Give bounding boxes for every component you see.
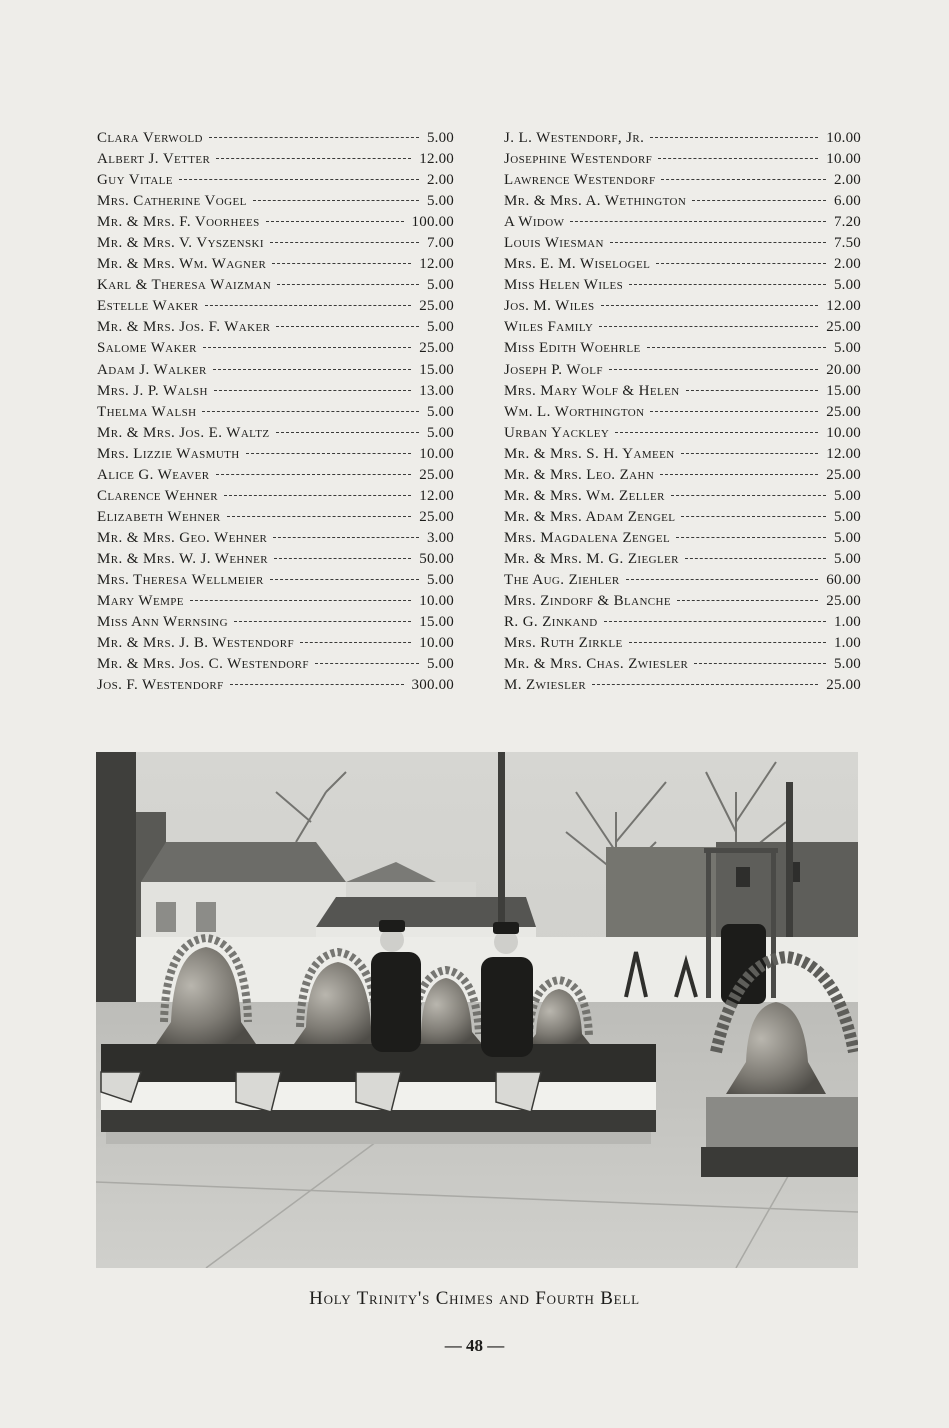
donor-row — [97, 486, 454, 507]
donor-row — [97, 254, 454, 275]
donor-row — [97, 528, 454, 549]
donor-row — [97, 360, 454, 381]
leader-dashes — [658, 158, 818, 159]
leader-dashes — [227, 516, 412, 517]
bells-photo — [96, 752, 858, 1268]
donor-name: Elizabeth Wehner — [97, 508, 221, 525]
donor-amount: 5.00 — [833, 340, 861, 357]
donor-name: Wiles Family — [504, 319, 594, 336]
leader-dashes — [677, 600, 818, 601]
donor-row — [504, 128, 861, 149]
donor-row — [97, 275, 454, 296]
donor-name: Karl & Theresa Waizman — [97, 277, 272, 294]
donor-name: Mr. & Mrs. Adam Zengel — [504, 508, 676, 525]
donor-name: J. L. Westendorf, Jr. — [504, 130, 645, 146]
donor-row — [97, 170, 454, 191]
leader-dashes — [315, 663, 419, 664]
donor-name: M. Zwiesler — [504, 677, 587, 694]
donor-amount: 5.00 — [833, 277, 861, 294]
donor-name: Mrs. Theresa Wellmeier — [97, 571, 264, 588]
donor-name: Alice G. Weaver — [97, 466, 210, 483]
leader-dashes — [570, 221, 826, 222]
donor-amount: 15.00 — [826, 382, 861, 399]
donor-name: Miss Ann Wernsing — [97, 614, 228, 631]
donor-amount: 12.00 — [419, 487, 454, 504]
leader-dashes — [604, 621, 826, 622]
donor-row — [97, 212, 454, 233]
donor-amount: 25.00 — [826, 466, 861, 483]
donor-row — [504, 570, 861, 591]
donor-row — [504, 423, 861, 444]
donor-amount: 10.00 — [419, 593, 454, 610]
donor-row — [97, 423, 454, 444]
donor-name: Wm. L. Worthington — [504, 403, 645, 420]
leader-dashes — [650, 137, 818, 138]
leader-dashes — [692, 200, 826, 201]
donor-name: Mr. & Mrs. M. G. Ziegler — [504, 550, 679, 567]
donor-name: Clarence Wehner — [97, 487, 219, 504]
donor-name: Mr. & Mrs. J. B. Westendorf — [97, 635, 294, 652]
leader-dashes — [213, 369, 412, 370]
donor-name: Mr. & Mrs. Jos. C. Westendorf — [97, 656, 309, 673]
donor-amount: 5.00 — [426, 130, 454, 146]
leader-dashes — [203, 347, 411, 348]
donor-amount: 20.00 — [826, 361, 861, 378]
leader-dashes — [300, 642, 411, 643]
donor-name: Guy Vitale — [97, 172, 173, 189]
donor-amount: 10.00 — [826, 130, 861, 146]
donor-amount: 15.00 — [419, 361, 454, 378]
donor-name: Miss Helen Wiles — [504, 277, 624, 294]
donor-row — [97, 465, 454, 486]
leader-dashes — [216, 474, 412, 475]
donor-row — [97, 149, 454, 170]
donor-amount: 5.00 — [833, 656, 861, 673]
leader-dashes — [214, 390, 411, 391]
donor-row — [504, 170, 861, 191]
leader-dashes — [656, 263, 826, 264]
leader-dashes — [202, 411, 419, 412]
donor-name: Jos. M. Wiles — [504, 298, 595, 315]
donor-row — [504, 444, 861, 465]
donor-row — [504, 591, 861, 612]
leader-dashes — [686, 390, 819, 391]
donor-amount: 300.00 — [411, 677, 454, 694]
donor-name: Joseph P. Wolf — [504, 361, 603, 378]
donor-row — [97, 675, 454, 696]
donor-amount: 5.00 — [833, 550, 861, 567]
leader-dashes — [629, 642, 826, 643]
donor-name: Mrs. Lizzie Wasmuth — [97, 445, 240, 462]
donor-row — [504, 402, 861, 423]
donor-amount: 5.00 — [833, 487, 861, 504]
leader-dashes — [190, 600, 411, 601]
donor-amount: 5.00 — [833, 529, 861, 546]
page-number: — 48 — — [444, 1336, 505, 1355]
leader-dashes — [676, 537, 826, 538]
leader-dashes — [661, 179, 825, 180]
donor-amount: 10.00 — [826, 151, 861, 168]
donor-name: Mr. & Mrs. W. J. Wehner — [97, 550, 268, 567]
donor-amount: 25.00 — [826, 677, 861, 694]
donor-name: Estelle Waker — [97, 298, 199, 315]
donor-amount: 25.00 — [419, 466, 454, 483]
donor-amount: 7.50 — [833, 235, 861, 252]
donor-name: Mary Wempe — [97, 593, 184, 610]
donor-amount: 5.00 — [833, 508, 861, 525]
leader-dashes — [626, 579, 819, 580]
donor-row — [504, 633, 861, 654]
donor-name: Lawrence Westendorf — [504, 172, 656, 189]
leader-dashes — [601, 305, 819, 306]
leader-dashes — [270, 242, 419, 243]
donor-amount: 1.00 — [833, 635, 861, 652]
donor-row — [97, 233, 454, 254]
leader-dashes — [273, 537, 419, 538]
donor-amount: 3.00 — [426, 529, 454, 546]
donor-name: Mr. & Mrs. Leo. Zahn — [504, 466, 655, 483]
donor-name: Adam J. Walker — [97, 361, 207, 378]
donor-row — [504, 338, 861, 359]
donor-amount: 15.00 — [419, 614, 454, 631]
donor-name: Albert J. Vetter — [97, 151, 211, 168]
donor-row — [504, 465, 861, 486]
donor-row — [504, 381, 861, 402]
donor-amount: 25.00 — [419, 508, 454, 525]
donor-row — [504, 675, 861, 696]
donor-row — [504, 254, 861, 275]
donor-row — [97, 191, 454, 212]
leader-dashes — [647, 347, 826, 348]
leader-dashes — [216, 158, 411, 159]
donor-amount: 6.00 — [833, 193, 861, 210]
donor-row — [97, 633, 454, 654]
donor-amount: 1.00 — [833, 614, 861, 631]
donor-name: A Widow — [504, 214, 565, 231]
photo-bells-icon — [96, 752, 858, 1268]
donor-row — [97, 338, 454, 359]
donor-row — [97, 591, 454, 612]
donor-row — [504, 486, 861, 507]
donor-amount: 5.00 — [426, 571, 454, 588]
leader-dashes — [276, 432, 419, 433]
leader-dashes — [615, 432, 818, 433]
leader-dashes — [685, 558, 826, 559]
leader-dashes — [660, 474, 818, 475]
donor-row — [504, 275, 861, 296]
leader-dashes — [270, 579, 419, 580]
donor-amount: 100.00 — [411, 214, 454, 231]
donor-amount: 13.00 — [419, 382, 454, 399]
donor-name: Jos. F. Westendorf — [97, 677, 224, 694]
donor-name: Louis Wiesman — [504, 235, 604, 252]
donor-amount: 12.00 — [826, 445, 861, 462]
donor-amount: 7.00 — [426, 235, 454, 252]
donor-name: Thelma Walsh — [97, 403, 197, 420]
donor-row — [97, 654, 454, 675]
donor-name: Mr. & Mrs. Wm. Wagner — [97, 256, 267, 273]
donor-amount: 25.00 — [826, 319, 861, 336]
leader-dashes — [681, 516, 826, 517]
leader-dashes — [609, 369, 818, 370]
donor-amount: 25.00 — [826, 403, 861, 420]
leader-dashes — [650, 411, 818, 412]
donor-row — [504, 191, 861, 212]
donor-name: Mrs. Catherine Vogel — [97, 193, 247, 210]
donor-amount: 50.00 — [419, 550, 454, 567]
donor-name: Miss Edith Woehrle — [504, 340, 641, 357]
leader-dashes — [179, 179, 419, 180]
donor-name: Mrs. Zindorf & Blanche — [504, 593, 671, 610]
leader-dashes — [276, 326, 419, 327]
donor-amount: 5.00 — [426, 403, 454, 420]
donor-name: Mrs. J. P. Walsh — [97, 382, 208, 399]
leader-dashes — [224, 495, 411, 496]
leader-dashes — [272, 263, 411, 264]
donor-name: Mrs. E. M. Wiselogel — [504, 256, 651, 273]
donor-amount: 25.00 — [419, 340, 454, 357]
leader-dashes — [205, 305, 412, 306]
donor-amount: 5.00 — [426, 424, 454, 441]
donor-amount: 5.00 — [426, 277, 454, 294]
leader-dashes — [599, 326, 818, 327]
leader-dashes — [610, 242, 826, 243]
donor-amount: 10.00 — [826, 424, 861, 441]
donor-name: Mr. & Mrs. A. Wethington — [504, 193, 687, 210]
leader-dashes — [246, 453, 412, 454]
donor-amount: 5.00 — [426, 193, 454, 210]
donor-amount: 12.00 — [419, 256, 454, 273]
donor-row — [97, 507, 454, 528]
donor-row — [97, 570, 454, 591]
donor-name: Clara Verwold — [97, 130, 203, 146]
donor-list-left — [97, 128, 454, 696]
leader-dashes — [209, 137, 419, 138]
leader-dashes — [266, 221, 404, 222]
donor-name: Mr. & Mrs. S. H. Yameen — [504, 445, 675, 462]
donor-amount: 5.00 — [426, 656, 454, 673]
donor-amount: 12.00 — [419, 151, 454, 168]
donor-amount: 12.00 — [826, 298, 861, 315]
leader-dashes — [694, 663, 826, 664]
leader-dashes — [230, 684, 404, 685]
donor-amount: 5.00 — [426, 319, 454, 336]
donor-amount: 7.20 — [833, 214, 861, 231]
donor-amount: 2.00 — [833, 172, 861, 189]
donor-row — [97, 549, 454, 570]
donor-name: Mrs. Ruth Zirkle — [504, 635, 623, 652]
donor-row — [97, 128, 454, 149]
donor-list-right — [504, 128, 861, 696]
donor-amount: 2.00 — [833, 256, 861, 273]
donor-name: Urban Yackley — [504, 424, 610, 441]
donor-row — [504, 317, 861, 338]
leader-dashes — [253, 200, 419, 201]
donor-name: Mr. & Mrs. Jos. E. Waltz — [97, 424, 270, 441]
leader-dashes — [234, 621, 411, 622]
donor-name: Mr. & Mrs. Wm. Zeller — [504, 487, 665, 504]
donor-name: The Aug. Ziehler — [504, 571, 620, 588]
leader-dashes — [681, 453, 819, 454]
donor-amount: 60.00 — [826, 571, 861, 588]
donor-row — [97, 317, 454, 338]
donor-row — [504, 233, 861, 254]
donor-row — [97, 381, 454, 402]
donor-amount: 25.00 — [826, 593, 861, 610]
donor-row — [504, 654, 861, 675]
leader-dashes — [629, 284, 826, 285]
donor-name: Mrs. Mary Wolf & Helen — [504, 382, 680, 399]
donor-name: Mr. & Mrs. V. Vyszenski — [97, 235, 264, 252]
donor-row — [504, 360, 861, 381]
donor-row — [504, 549, 861, 570]
donor-amount: 2.00 — [426, 172, 454, 189]
donor-row — [97, 402, 454, 423]
donor-row — [504, 612, 861, 633]
donor-row — [504, 507, 861, 528]
donor-row — [97, 444, 454, 465]
donor-name: Mrs. Magdalena Zengel — [504, 529, 671, 546]
donor-name: Mr. & Mrs. Geo. Wehner — [97, 529, 268, 546]
leader-dashes — [277, 284, 419, 285]
leader-dashes — [592, 684, 818, 685]
donor-row — [504, 212, 861, 233]
leader-dashes — [671, 495, 826, 496]
donor-name: Mr. & Mrs. F. Voorhees — [97, 214, 260, 231]
donor-amount: 25.00 — [419, 298, 454, 315]
donor-name: Salome Waker — [97, 340, 197, 357]
donor-row — [504, 528, 861, 549]
donor-row — [97, 296, 454, 317]
donor-amount: 10.00 — [419, 635, 454, 652]
donor-amount: 10.00 — [419, 445, 454, 462]
donor-row — [504, 149, 861, 170]
leader-dashes — [274, 558, 411, 559]
donor-name: Mr. & Mrs. Jos. F. Waker — [97, 319, 271, 336]
donor-row — [504, 296, 861, 317]
donor-name: R. G. Zinkand — [504, 614, 598, 631]
donor-name: Josephine Westendorf — [504, 151, 653, 168]
donor-name: Mr. & Mrs. Chas. Zwiesler — [504, 656, 689, 673]
donor-row — [97, 612, 454, 633]
photo-caption: Holy Trinity's Chimes and Fourth Bell — [309, 1288, 640, 1309]
